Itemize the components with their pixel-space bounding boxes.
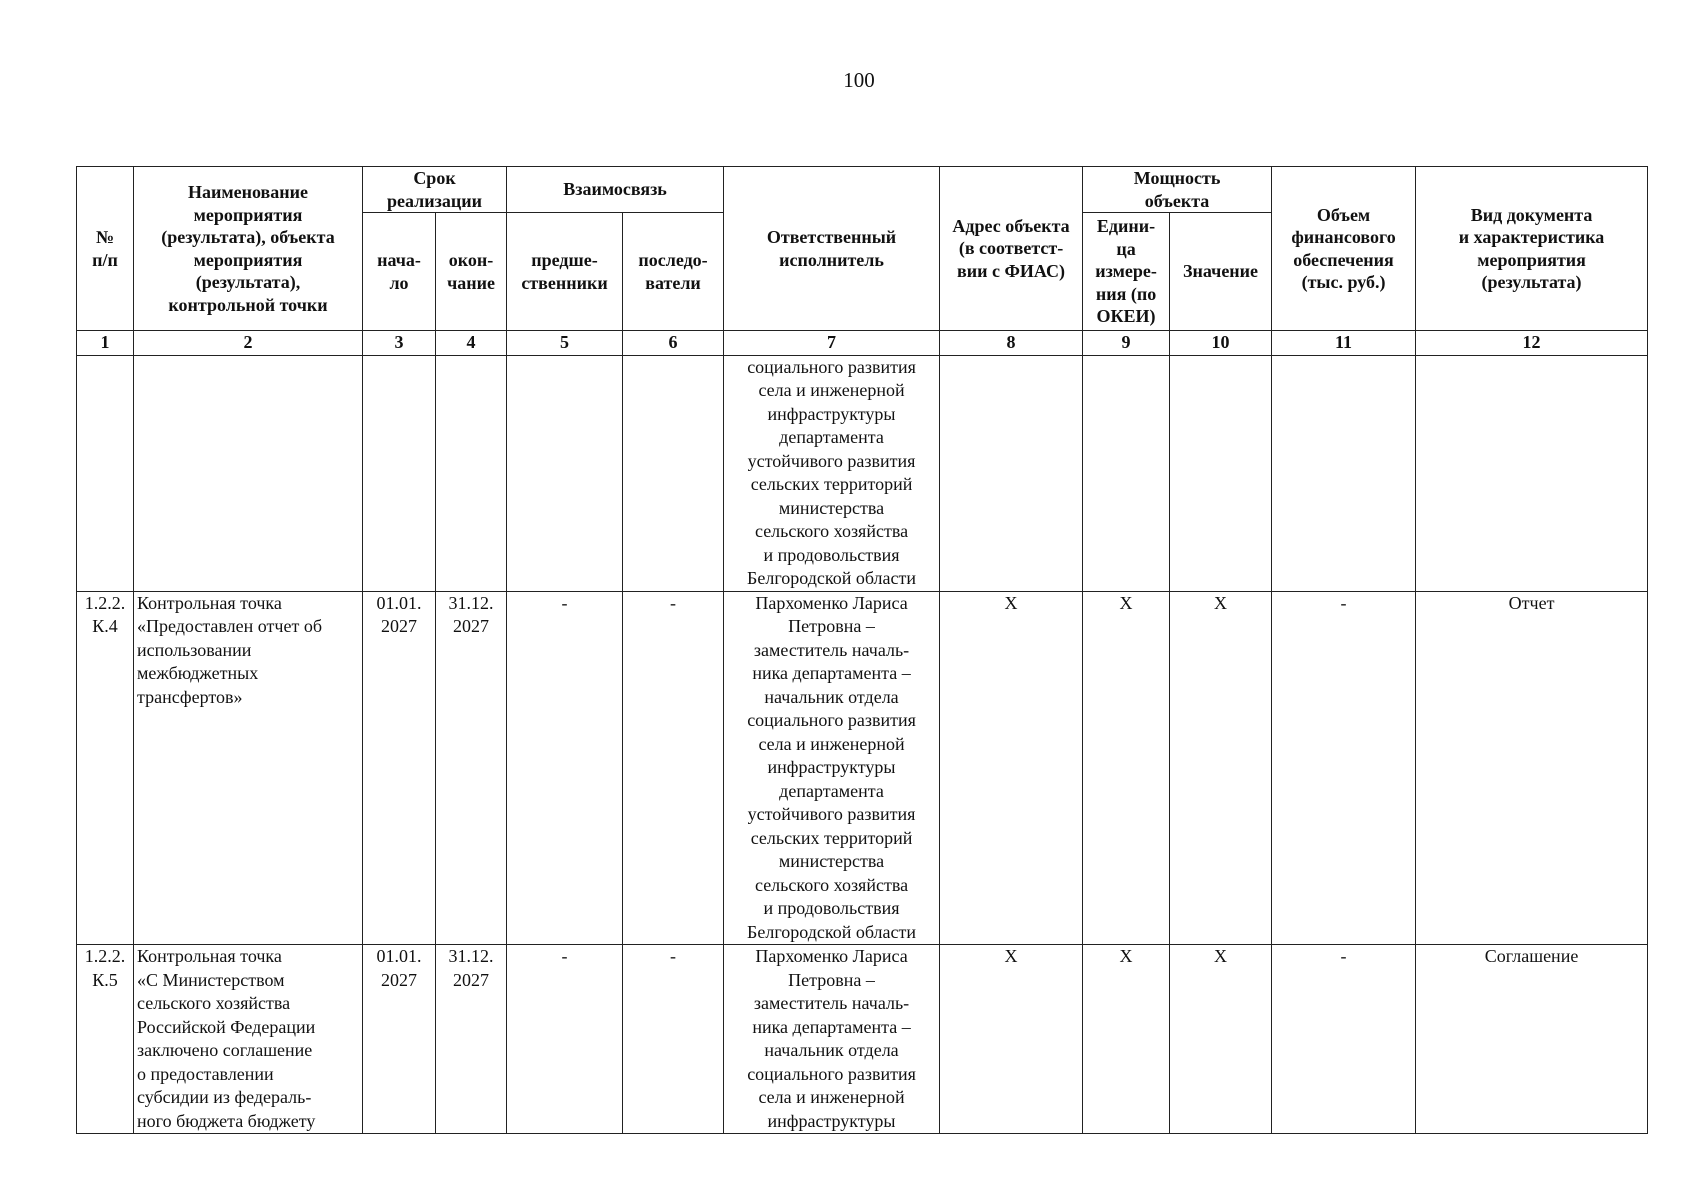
row-predecessors	[507, 355, 623, 591]
row-finance: -	[1272, 591, 1416, 945]
column-number: 5	[507, 331, 623, 356]
column-number: 7	[724, 331, 940, 356]
header-period: Срок реализации	[363, 167, 507, 213]
row-value	[1170, 355, 1272, 591]
row-start	[363, 355, 436, 591]
row-address: X	[940, 591, 1083, 945]
header-document: Вид документа и характеристика мероприятия (результата)	[1416, 167, 1648, 331]
header-name: Наименование мероприятия (результата), объекта мероприятия (результата), контрольной точки	[134, 167, 363, 331]
row-value: X	[1170, 591, 1272, 945]
row-predecessors: -	[507, 945, 623, 1134]
row-successors: -	[623, 945, 724, 1134]
column-number: 4	[436, 331, 507, 356]
column-number: 3	[363, 331, 436, 356]
row-responsible: Пархоменко Лариса Петровна – заместитель началь- ника департамента – начальник отдела социального развития села и инженерной инфраструктуры департамента устойчивого развития сельских территорий министерства сельского хозяйства и продовольствия Белгородской области	[724, 591, 940, 945]
row-num: 1.2.2. К.4	[77, 591, 134, 945]
table-row	[77, 355, 1648, 591]
header-successors: последо- ватели	[623, 213, 724, 331]
row-start: 01.01. 2027	[363, 945, 436, 1134]
table-row	[77, 945, 1648, 1134]
header-address: Адрес объекта (в соответст- вии с ФИАС)	[940, 167, 1083, 331]
row-unit	[1083, 355, 1170, 591]
row-document: Соглашение	[1416, 945, 1648, 1134]
header-predecessors: предше- ственники	[507, 213, 623, 331]
header-value: Значение	[1170, 213, 1272, 331]
header-responsible: Ответственный исполнитель	[724, 167, 940, 331]
row-end: 31.12. 2027	[436, 591, 507, 945]
header-capacity: Мощность объекта	[1083, 167, 1272, 213]
row-responsible: Пархоменко Лариса Петровна – заместитель началь- ника департамента – начальник отдела социального развития села и инженерной инфраструктуры	[724, 945, 940, 1134]
header-finance: Объем финансового обеспечения (тыс. руб.)	[1272, 167, 1416, 331]
column-numbers-row	[77, 331, 1648, 356]
header-start: нача- ло	[363, 213, 436, 331]
row-address: X	[940, 945, 1083, 1134]
row-name: Контрольная точка «Предоставлен отчет об использовании межбюджетных трансфертов»	[134, 591, 363, 945]
row-num	[77, 355, 134, 591]
header-unit: Едини- ца измере- ния (по ОКЕИ)	[1083, 213, 1170, 331]
row-name: Контрольная точка «С Министерством сельского хозяйства Российской Федерации заключено соглашение о предоставлении субсидии из федераль- ного бюджета бюджету	[134, 945, 363, 1134]
row-address	[940, 355, 1083, 591]
header-end: окон- чание	[436, 213, 507, 331]
page-number: 100	[843, 68, 875, 92]
row-document	[1416, 355, 1648, 591]
header-link: Взаимосвязь	[507, 167, 724, 213]
row-name	[134, 355, 363, 591]
column-number: 11	[1272, 331, 1416, 356]
column-number: 2	[134, 331, 363, 356]
row-value: X	[1170, 945, 1272, 1134]
column-number: 6	[623, 331, 724, 356]
row-unit: X	[1083, 591, 1170, 945]
column-number: 1	[77, 331, 134, 356]
row-num: 1.2.2. К.5	[77, 945, 134, 1134]
row-successors: -	[623, 591, 724, 945]
column-number: 12	[1416, 331, 1648, 356]
column-number: 10	[1170, 331, 1272, 356]
column-number: 9	[1083, 331, 1170, 356]
row-end	[436, 355, 507, 591]
row-end: 31.12. 2027	[436, 945, 507, 1134]
row-start: 01.01. 2027	[363, 591, 436, 945]
row-predecessors: -	[507, 591, 623, 945]
activity-plan-table	[76, 166, 1648, 1134]
row-document: Отчет	[1416, 591, 1648, 945]
column-number: 8	[940, 331, 1083, 356]
table-row	[77, 591, 1648, 945]
row-finance: -	[1272, 945, 1416, 1134]
row-successors	[623, 355, 724, 591]
row-finance	[1272, 355, 1416, 591]
header-num: № п/п	[77, 167, 134, 331]
row-unit: X	[1083, 945, 1170, 1134]
row-responsible: социального развития села и инженерной инфраструктуры департамента устойчивого развития сельских территорий министерства сельского хозяйства и продовольствия Белгородской области	[724, 355, 940, 591]
